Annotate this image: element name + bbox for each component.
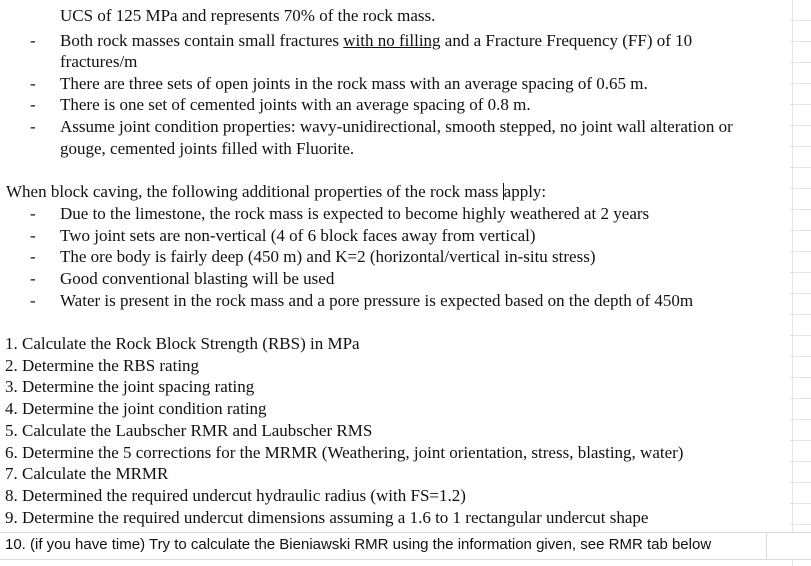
cell-divider	[766, 533, 767, 559]
task-item: 6. Determine the 5 corrections for the MRMR (Weathering, joint orientation, stress, blasting, water)	[5, 443, 684, 462]
bullet-dash: -	[30, 226, 36, 245]
text-segment: and a Fracture Frequency (FF) of 10	[440, 31, 693, 50]
bullet-blasting: Good conventional blasting will be used	[60, 269, 335, 288]
bullet-joint-condition-line-2: gouge, cemented joints filled with Fluorite.	[60, 139, 355, 158]
text-segment: Both rock masses contain small fractures	[60, 31, 344, 50]
bullet-dash: -	[30, 74, 36, 93]
grid-row-line	[790, 335, 811, 336]
bullet-dash: -	[30, 204, 36, 223]
bullet-depth-stress: The ore body is fairly deep (450 m) and K=2 (horizontal/vertical in-situ stress)	[60, 247, 596, 266]
grid-row-line	[790, 356, 811, 357]
task-item: 1. Calculate the Rock Block Strength (RBS) in MPa	[5, 334, 360, 353]
spreadsheet-cell-row[interactable]	[0, 532, 811, 560]
underlined-phrase: with no filling	[343, 31, 441, 50]
bullet-weathering: Due to the limestone, the rock mass is expected to become highly weathered at 2 years	[60, 204, 650, 223]
grid-row-line	[790, 461, 811, 462]
grid-row-line	[790, 398, 811, 399]
task-item: 5. Calculate the Laubscher RMR and Laubscher RMS	[5, 421, 373, 440]
bullet-water: Water is present in the rock mass and a pore pressure is expected based on the depth of 450m	[60, 291, 694, 310]
grid-row-line	[790, 272, 811, 273]
grid-row-line	[790, 293, 811, 294]
grid-row-line	[790, 41, 811, 42]
block-caving-intro[interactable]	[6, 181, 546, 203]
task-item: 2. Determine the RBS rating	[5, 356, 200, 375]
grid-row-line	[790, 209, 811, 210]
grid-row-line	[790, 314, 811, 315]
bullet-joint-condition-line-1: Assume joint condition properties: wavy-unidirectional, smooth stepped, no joint wall alteration or	[60, 117, 733, 136]
grid-row-line	[790, 62, 811, 63]
grid-row-line	[790, 167, 811, 168]
task-item: 4. Determine the joint condition rating	[5, 399, 267, 418]
continuation-line: UCS of 125 MPa and represents 70% of the rock mass.	[60, 6, 436, 25]
grid-row-line	[790, 104, 811, 105]
bullet-non-vertical: Two joint sets are non-vertical (4 of 6 block faces away from vertical)	[60, 226, 536, 245]
bullet-dash: -	[30, 291, 36, 310]
grid-row-line	[790, 188, 811, 189]
grid-row-line	[790, 419, 811, 420]
bullet-open-joints: There are three sets of open joints in the rock mass with an average spacing of 0.65 m.	[60, 74, 648, 93]
bullet-dash: -	[30, 247, 36, 266]
bullet-dash: -	[30, 31, 36, 50]
task-item: 8. Determined the required undercut hydraulic radius (with FS=1.2)	[5, 486, 466, 505]
text-segment: apply:	[503, 182, 547, 201]
task-item: 3. Determine the joint spacing rating	[5, 377, 255, 396]
bullet-dash: -	[30, 269, 36, 288]
task-item: 7. Calculate the MRMR	[5, 464, 169, 483]
bullet-fractures-line-2: fractures/m	[60, 52, 138, 71]
grid-row-line	[790, 146, 811, 147]
grid-row-line	[790, 377, 811, 378]
grid-row-line	[790, 251, 811, 252]
text-segment: When block caving, the following additional properties of the rock mass	[6, 182, 503, 201]
bullet-fractures-line-1	[60, 30, 692, 52]
grid-row-line	[790, 503, 811, 504]
grid-row-line	[790, 125, 811, 126]
grid-row-line	[790, 230, 811, 231]
grid-row-line	[790, 83, 811, 84]
bullet-dash: -	[30, 117, 36, 136]
grid-row-line	[790, 524, 811, 525]
grid-row-line	[790, 440, 811, 441]
cell-text-task-10: 10. (if you have time) Try to calculate the Bieniawski RMR using the information given, see RMR tab below	[5, 536, 712, 553]
task-item: 9. Determine the required undercut dimensions assuming a 1.6 to 1 rectangular undercut shape	[5, 508, 649, 527]
bullet-cemented-joints: There is one set of cemented joints with an average spacing of 0.8 m.	[60, 95, 531, 114]
grid-row-line	[790, 482, 811, 483]
grid-row-line	[790, 20, 811, 21]
bullet-dash: -	[30, 95, 36, 114]
